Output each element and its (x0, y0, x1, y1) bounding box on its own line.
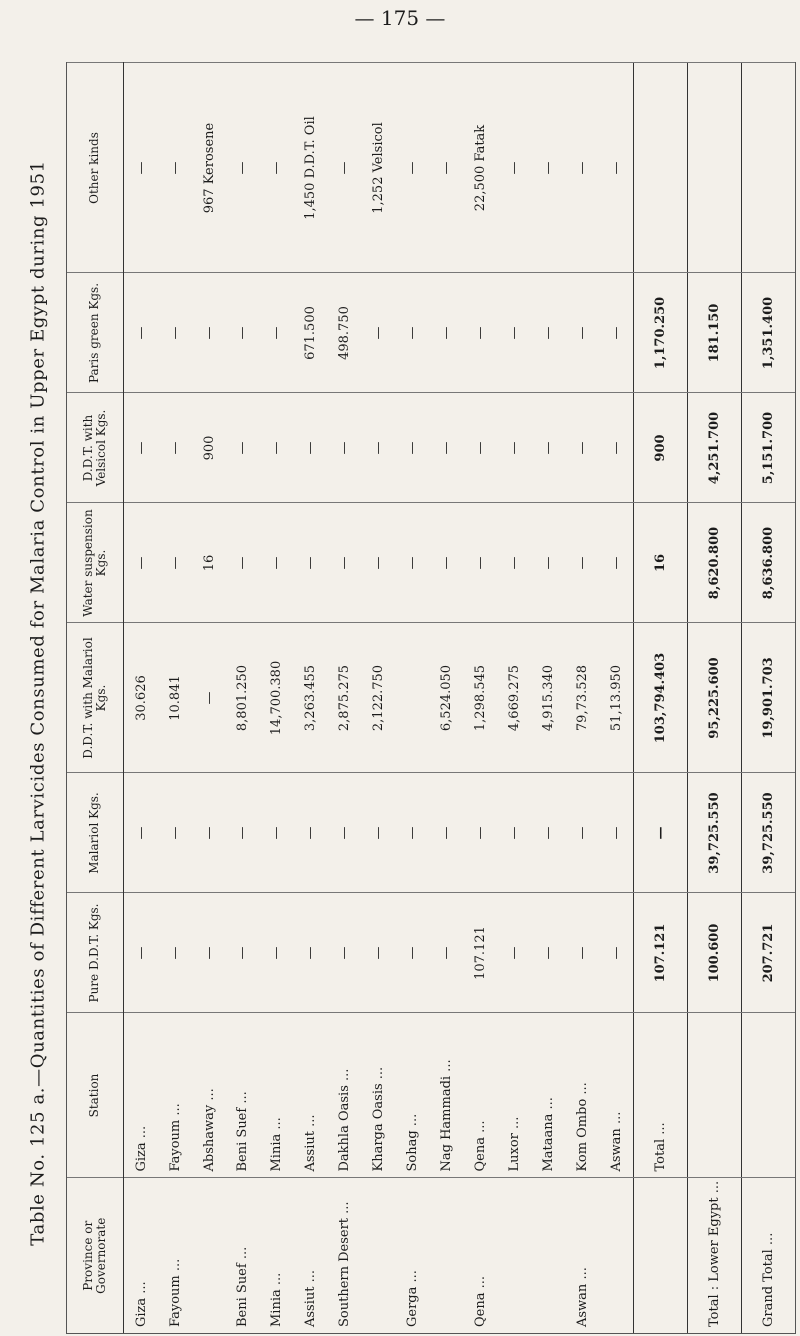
cell-province: Beni Suef ... (226, 1178, 260, 1333)
cell-malariol: — (294, 773, 328, 893)
cell-pure-ddt: 107.121 (634, 893, 688, 1013)
cell-pure-ddt: — (158, 893, 192, 1013)
cell-other: — (531, 63, 565, 273)
cell-water-susp: — (294, 503, 328, 623)
cell-pure-ddt: — (430, 893, 464, 1013)
cell-ddt-malariol: 95,225.600 (688, 623, 742, 773)
table-row (226, 63, 260, 1333)
cell-province: Fayoum ... (158, 1178, 192, 1333)
cell-other: — (226, 63, 260, 273)
cell-water-susp: — (328, 503, 362, 623)
cell-pure-ddt: — (497, 893, 531, 1013)
cell-ddt-velsicol: — (463, 393, 497, 503)
cell-paris-green: 181.150 (688, 273, 742, 393)
cell-pure-ddt: — (396, 893, 430, 1013)
cell-station (688, 1013, 742, 1178)
column-header: D.D.T. with Velsicol Kgs. (67, 393, 124, 503)
cell-ddt-velsicol: — (362, 393, 396, 503)
cell-province (599, 1178, 634, 1333)
cell-ddt-malariol (396, 623, 430, 773)
cell-water-susp: — (396, 503, 430, 623)
cell-paris-green: 498.750 (328, 273, 362, 393)
cell-paris-green: 1,351.400 (742, 273, 795, 393)
cell-paris-green: 1,170.250 (634, 273, 688, 393)
larvicides-table (67, 63, 795, 1334)
cell-pure-ddt: — (260, 893, 294, 1013)
cell-province (362, 1178, 396, 1333)
cell-province: Southern Desert ... (328, 1178, 362, 1333)
cell-malariol: — (430, 773, 464, 893)
cell-province (430, 1178, 464, 1333)
cell-water-susp: — (226, 503, 260, 623)
cell-ddt-malariol: 79,73.528 (565, 623, 599, 773)
cell-water-susp: — (531, 503, 565, 623)
cell-water-susp: — (565, 503, 599, 623)
cell-paris-green: 671.500 (294, 273, 328, 393)
table-row (328, 63, 362, 1333)
cell-pure-ddt: — (294, 893, 328, 1013)
cell-province (497, 1178, 531, 1333)
cell-water-susp: — (158, 503, 192, 623)
table-row (430, 63, 464, 1333)
column-header: Station (67, 1013, 124, 1178)
cell-other: — (124, 63, 159, 273)
table-row (497, 63, 531, 1333)
table-row (124, 63, 159, 1333)
cell-malariol: 39,725.550 (742, 773, 795, 893)
cell-water-susp: — (463, 503, 497, 623)
cell-ddt-velsicol: — (226, 393, 260, 503)
cell-water-susp: 8,636.800 (742, 503, 795, 623)
cell-malariol: — (565, 773, 599, 893)
cell-paris-green: — (260, 273, 294, 393)
cell-province (192, 1178, 226, 1333)
cell-station: Giza ... (124, 1013, 159, 1178)
cell-water-susp: — (599, 503, 634, 623)
cell-paris-green: — (565, 273, 599, 393)
cell-paris-green: — (430, 273, 464, 393)
cell-pure-ddt: — (124, 893, 159, 1013)
cell-ddt-malariol: 19,901.703 (742, 623, 795, 773)
column-header: Water suspension Kgs. (67, 503, 124, 623)
cell-other (742, 63, 795, 273)
table-row (463, 63, 497, 1333)
cell-ddt-velsicol: — (430, 393, 464, 503)
cell-ddt-malariol: 2,875.275 (328, 623, 362, 773)
cell-paris-green: — (192, 273, 226, 393)
cell-province (531, 1178, 565, 1333)
cell-ddt-malariol: 1,298.545 (463, 623, 497, 773)
cell-paris-green: — (124, 273, 159, 393)
cell-malariol: — (599, 773, 634, 893)
cell-station: Assiut ... (294, 1013, 328, 1178)
cell-ddt-velsicol: — (328, 393, 362, 503)
cell-ddt-velsicol: — (124, 393, 159, 503)
cell-province: Assiut ... (294, 1178, 328, 1333)
table-row (158, 63, 192, 1333)
cell-ddt-malariol: 8,801.250 (226, 623, 260, 773)
cell-province: Grand Total ... (742, 1178, 795, 1333)
page-number: — 175 — (354, 6, 446, 30)
cell-pure-ddt: — (328, 893, 362, 1013)
total-row (742, 63, 795, 1333)
cell-other: — (430, 63, 464, 273)
cell-station: Dakhla Oasis ... (328, 1013, 362, 1178)
cell-paris-green: — (463, 273, 497, 393)
cell-water-susp: — (430, 503, 464, 623)
cell-ddt-velsicol: — (531, 393, 565, 503)
cell-malariol: — (260, 773, 294, 893)
cell-ddt-velsicol: 5,151.700 (742, 393, 795, 503)
table-row (599, 63, 634, 1333)
cell-pure-ddt: 207.721 (742, 893, 795, 1013)
cell-ddt-malariol: 3,263.455 (294, 623, 328, 773)
cell-ddt-velsicol: — (599, 393, 634, 503)
cell-ddt-malariol: 2,122.750 (362, 623, 396, 773)
cell-pure-ddt: — (192, 893, 226, 1013)
cell-station: Qena ... (463, 1013, 497, 1178)
cell-province: Total : Lower Egypt ... (688, 1178, 742, 1333)
cell-malariol: — (192, 773, 226, 893)
header-row (67, 63, 124, 1333)
cell-other: — (497, 63, 531, 273)
cell-station: Aswan ... (599, 1013, 634, 1178)
table-row (565, 63, 599, 1333)
cell-other: — (158, 63, 192, 273)
table-row (192, 63, 226, 1333)
table-frame (66, 62, 796, 1334)
cell-station: Sohag ... (396, 1013, 430, 1178)
cell-pure-ddt: 100.600 (688, 893, 742, 1013)
cell-province: Aswan ... (565, 1178, 599, 1333)
cell-pure-ddt: — (362, 893, 396, 1013)
table-row (362, 63, 396, 1333)
cell-ddt-malariol: — (192, 623, 226, 773)
table-row (294, 63, 328, 1333)
table-row (531, 63, 565, 1333)
cell-province: Qena ... (463, 1178, 497, 1333)
cell-other: — (565, 63, 599, 273)
cell-station: Luxor ... (497, 1013, 531, 1178)
cell-malariol: — (531, 773, 565, 893)
table-body (124, 63, 796, 1333)
cell-province (634, 1178, 688, 1333)
column-header: Paris green Kgs. (67, 273, 124, 393)
column-header: Pure D.D.T. Kgs. (67, 893, 124, 1013)
cell-ddt-velsicol: — (294, 393, 328, 503)
cell-other: 1,450 D.D.T. Oil (294, 63, 328, 273)
cell-water-susp: — (260, 503, 294, 623)
cell-other (634, 63, 688, 273)
cell-other: — (328, 63, 362, 273)
cell-province: Minia ... (260, 1178, 294, 1333)
cell-malariol: — (328, 773, 362, 893)
cell-water-susp: — (362, 503, 396, 623)
cell-ddt-malariol: 4,915.340 (531, 623, 565, 773)
cell-ddt-malariol: 30.626 (124, 623, 159, 773)
cell-paris-green: — (396, 273, 430, 393)
column-header: Province or Governorate (67, 1178, 124, 1333)
cell-paris-green: — (362, 273, 396, 393)
cell-ddt-velsicol: — (158, 393, 192, 503)
cell-water-susp: 8,620.800 (688, 503, 742, 623)
cell-ddt-malariol: 14,700.380 (260, 623, 294, 773)
title-container (18, 70, 58, 1335)
cell-ddt-malariol: 4,669.275 (497, 623, 531, 773)
cell-ddt-velsicol: 900 (634, 393, 688, 503)
cell-pure-ddt: 107.121 (463, 893, 497, 1013)
cell-other: 967 Kerosene (192, 63, 226, 273)
cell-water-susp: — (124, 503, 159, 623)
cell-malariol: — (362, 773, 396, 893)
cell-water-susp: 16 (192, 503, 226, 623)
cell-other: 22,500 Fatak (463, 63, 497, 273)
cell-ddt-velsicol: — (260, 393, 294, 503)
cell-pure-ddt: — (565, 893, 599, 1013)
cell-other: — (396, 63, 430, 273)
cell-station: Total ... (634, 1013, 688, 1178)
cell-paris-green: — (158, 273, 192, 393)
cell-pure-ddt: — (531, 893, 565, 1013)
cell-malariol: 39,725.550 (688, 773, 742, 893)
cell-water-susp: — (497, 503, 531, 623)
cell-station: Kharga Oasis ... (362, 1013, 396, 1178)
cell-station: Nag Hammadi ... (430, 1013, 464, 1178)
cell-ddt-malariol: 103,794.403 (634, 623, 688, 773)
total-row (634, 63, 688, 1333)
total-row (688, 63, 742, 1333)
cell-pure-ddt: — (226, 893, 260, 1013)
cell-station: Fayoum ... (158, 1013, 192, 1178)
column-header: Malariol Kgs. (67, 773, 124, 893)
table-title: Table No. 125 a.—Quantities of Different Larvicides Consumed for Malaria Control in Upper Egypt during 1951 (27, 159, 49, 1246)
cell-province: Giza ... (124, 1178, 159, 1333)
rotated-table-layer (67, 63, 795, 1333)
cell-other: — (599, 63, 634, 273)
cell-other: — (260, 63, 294, 273)
cell-ddt-velsicol: — (565, 393, 599, 503)
cell-other (688, 63, 742, 273)
cell-malariol: — (124, 773, 159, 893)
cell-ddt-malariol: 51,13.950 (599, 623, 634, 773)
cell-water-susp: 16 (634, 503, 688, 623)
column-header: Other kinds (67, 63, 124, 273)
cell-paris-green: — (531, 273, 565, 393)
cell-pure-ddt: — (599, 893, 634, 1013)
cell-paris-green: — (226, 273, 260, 393)
cell-province: Gerga ... (396, 1178, 430, 1333)
cell-ddt-malariol: 10.841 (158, 623, 192, 773)
cell-station: Kom Ombo ... (565, 1013, 599, 1178)
cell-malariol: — (396, 773, 430, 893)
cell-ddt-velsicol: 4,251.700 (688, 393, 742, 503)
cell-other: 1,252 Velsicol (362, 63, 396, 273)
cell-station: Mataana ... (531, 1013, 565, 1178)
cell-malariol: — (634, 773, 688, 893)
cell-ddt-velsicol: — (497, 393, 531, 503)
cell-station: Abshaway ... (192, 1013, 226, 1178)
cell-station (742, 1013, 795, 1178)
cell-malariol: — (497, 773, 531, 893)
cell-malariol: — (158, 773, 192, 893)
table-row (396, 63, 430, 1333)
cell-malariol: — (226, 773, 260, 893)
cell-malariol: — (463, 773, 497, 893)
column-header: D.D.T. with Malariol Kgs. (67, 623, 124, 773)
cell-station: Minia ... (260, 1013, 294, 1178)
cell-ddt-velsicol: — (396, 393, 430, 503)
cell-station: Beni Suef ... (226, 1013, 260, 1178)
table-row (260, 63, 294, 1333)
cell-paris-green: — (497, 273, 531, 393)
cell-ddt-velsicol: 900 (192, 393, 226, 503)
cell-paris-green: — (599, 273, 634, 393)
cell-ddt-malariol: 6,524.050 (430, 623, 464, 773)
